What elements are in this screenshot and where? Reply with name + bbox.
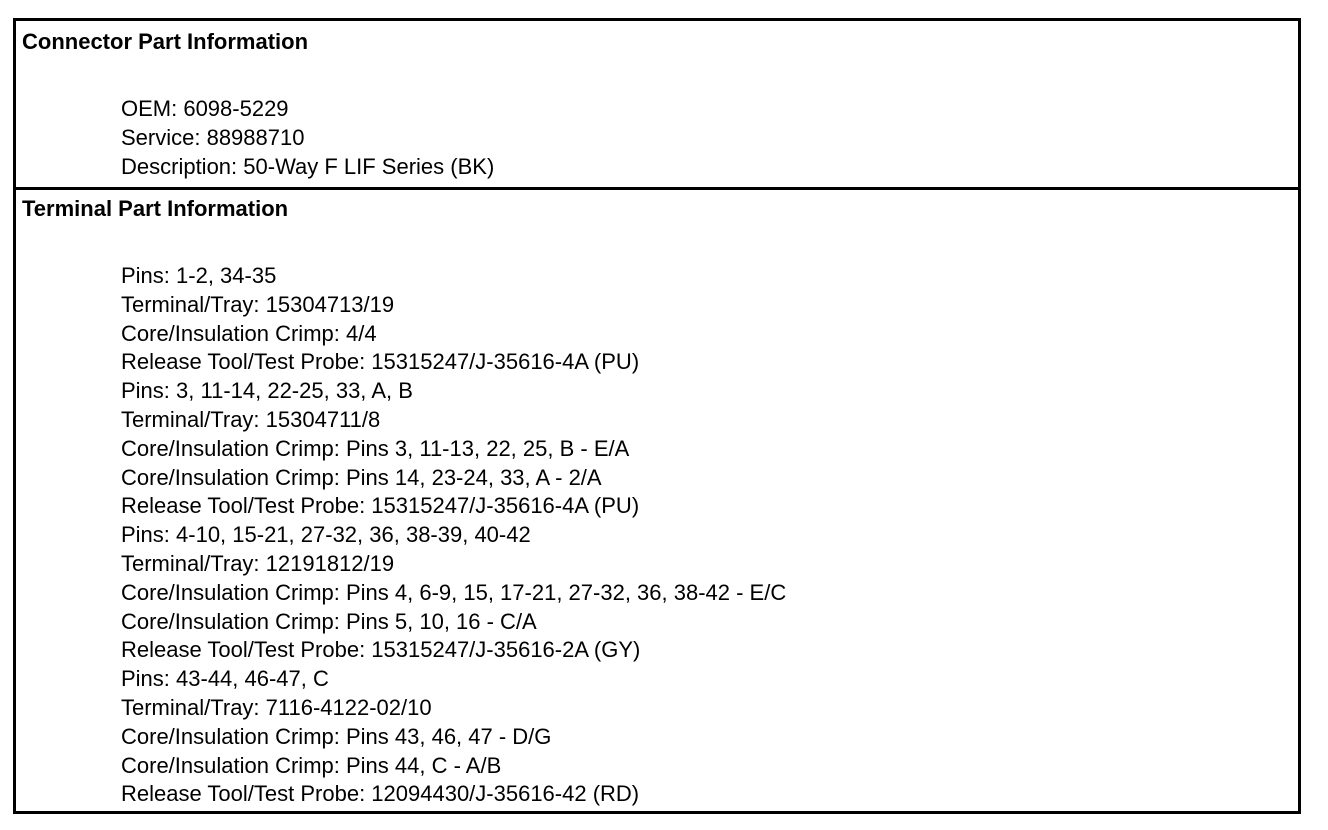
terminal-line: Terminal/Tray: 15304713/19 — [121, 291, 395, 317]
connector-service-line: Service: 88988710 — [121, 124, 305, 150]
terminal-part-heading: Terminal Part Information — [22, 196, 289, 221]
terminal-line: Core/Insulation Crimp: Pins 44, C - A/B — [121, 752, 502, 778]
terminal-line: Release Tool/Test Probe: 15315247/J-35616-2A (GY) — [121, 637, 641, 663]
terminal-line: Release Tool/Test Probe: 15315247/J-35616-4A (PU) — [121, 349, 640, 375]
terminal-line: Release Tool/Test Probe: 12094430/J-35616-42 (RD) — [121, 781, 640, 807]
terminal-line: Terminal/Tray: 12191812/19 — [121, 550, 395, 576]
terminal-line: Terminal/Tray: 7116-4122-02/10 — [121, 694, 432, 720]
terminal-line: Pins: 1-2, 34-35 — [121, 263, 277, 288]
terminal-line: Core/Insulation Crimp: Pins 4, 6-9, 15, 17-21, 27-32, 36, 38-42 - E/C — [121, 579, 787, 605]
connector-oem-line: OEM: 6098-5229 — [121, 96, 289, 121]
terminal-line: Pins: 3, 11-14, 22-25, 33, A, B — [121, 378, 413, 404]
terminal-part-list — [121, 262, 786, 809]
terminal-line: Core/Insulation Crimp: 4/4 — [121, 320, 377, 346]
connector-part-section — [16, 21, 1298, 190]
terminal-line: Pins: 4-10, 15-21, 27-32, 36, 38-39, 40-42 — [121, 522, 531, 548]
terminal-line: Core/Insulation Crimp: Pins 14, 23-24, 33, A - 2/A — [121, 464, 602, 490]
terminal-line: Core/Insulation Crimp: Pins 5, 10, 16 - C/A — [121, 608, 537, 634]
terminal-line: Release Tool/Test Probe: 15315247/J-35616-4A (PU) — [121, 493, 640, 519]
terminal-line: Core/Insulation Crimp: Pins 3, 11-13, 22, 25, B - E/A — [121, 435, 630, 461]
terminal-line: Core/Insulation Crimp: Pins 43, 46, 47 - D/G — [121, 723, 552, 749]
terminal-line: Terminal/Tray: 15304711/8 — [121, 406, 381, 432]
connector-part-heading: Connector Part Information — [22, 29, 309, 54]
part-information-table — [13, 18, 1301, 814]
connector-part-list — [121, 95, 494, 181]
terminal-part-section — [16, 190, 1298, 811]
connector-description-line: Description: 50-Way F LIF Series (BK) — [121, 153, 495, 179]
terminal-line: Pins: 43-44, 46-47, C — [121, 666, 329, 692]
